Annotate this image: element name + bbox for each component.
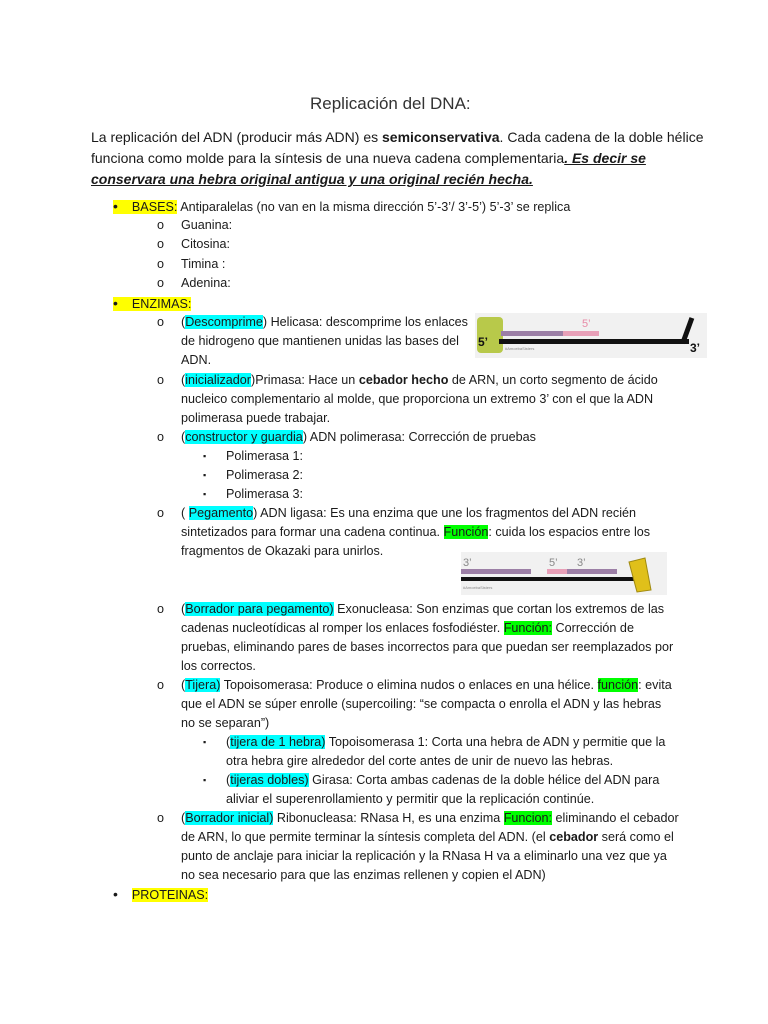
- polimerasa-sub: Polimerasa 1:: [226, 449, 303, 463]
- sub-marker: o: [157, 506, 165, 520]
- ligasa-line-3: fragmentos de Okazaki para unirlos.: [181, 544, 384, 558]
- ligasa-line-1: ( Pegamento) ADN ligasa: Es una enzima que une los fragmentos del ADN recién: [181, 506, 637, 520]
- diagram2-left3: 3’: [463, 557, 472, 569]
- ribo-line-3: punto de anclaje para iniciar la replicación y la RNasa H va a eliminarlo una vez que ya: [181, 849, 667, 863]
- topo1-line-2: otra hebra gire alrededor del corte antes de unir de nuevo las hebras.: [226, 754, 614, 768]
- primasa-line-3: polimerasa puede trabajar.: [181, 411, 331, 425]
- diagram1-left5: 5’: [478, 335, 489, 349]
- intro-line-3: conservara una hebra original antigua y una original recién hecha.: [91, 171, 533, 187]
- sub-marker: o: [157, 257, 165, 271]
- page-title: Replicación del DNA:: [310, 94, 471, 113]
- sub-marker: o: [157, 237, 165, 251]
- square-marker: ▪: [203, 737, 207, 747]
- diagram1-top5: 5’: [582, 318, 591, 330]
- topo-line-3: no se separan”): [181, 716, 270, 730]
- rna-strand: [563, 331, 599, 336]
- exonucleasa-line-1: (Borrador para pegamento) Exonucleasa: Son enzimas que cortan los extremos de las: [181, 602, 665, 616]
- base-item: Guanina:: [181, 218, 233, 232]
- polimerasa-line-1: (constructor y guardia) ADN polimerasa: Corrección de pruebas: [181, 430, 536, 444]
- diagram1-right3: 3’: [690, 341, 701, 355]
- ligasa-line-2: sintetizados para formar una cadena continua. Función: cuida los espacios entre los: [181, 525, 651, 539]
- topo-line-1: (Tijera) Topoisomerasa: Produce o elimina nudos o enlaces en una hélice. función: evita: [181, 678, 672, 692]
- bases-bullet: • BASES: Antiparalelas (no van en la misma dirección 5’-3’/ 3’-5’) 5’-3’ se replica: [113, 198, 571, 214]
- polimerasa-sub: Polimerasa 2:: [226, 468, 303, 482]
- exonucleasa-line-4: los correctos.: [181, 659, 256, 673]
- exonucleasa-line-3: pruebas, eliminando pares de bases incorrectos para que puedan ser reemplazados por: [181, 640, 674, 654]
- sub-marker: o: [157, 315, 165, 329]
- ribo-line-2: de ARN, lo que permite terminar la síntesis completa del ADN. (el cebador será como el: [181, 830, 674, 844]
- rna-primer: [547, 569, 567, 574]
- square-marker: ▪: [203, 775, 207, 785]
- square-marker: ▪: [203, 451, 207, 461]
- sub-marker: o: [157, 678, 165, 692]
- diagram2-mid5: 5’: [549, 557, 558, 569]
- sub-marker: o: [157, 218, 165, 232]
- semiconservativa-term: semiconservativa: [382, 129, 500, 145]
- base-item: Timina :: [181, 257, 226, 271]
- helicasa-line-2: de hidrogeno que mantienen unidas las bases del: [181, 334, 459, 348]
- ribo-line-1: (Borrador inicial) Ribonucleasa: RNasa H, es una enzima Funcion: eliminando el cebador: [181, 811, 679, 825]
- girasa-line-1: (tijeras dobles) Girasa: Corta ambas cadenas de la doble hélice del ADN para: [226, 773, 660, 787]
- sub-marker: o: [157, 373, 165, 387]
- square-marker: ▪: [203, 470, 207, 480]
- template-strand: [461, 577, 647, 581]
- topo1-line-1: (tijera de 1 hebra) Topoisomerasa 1: Corta una hebra de ADN y permitie que la: [226, 735, 666, 749]
- dna-strand-diagram-1: [475, 313, 707, 358]
- topo-line-2: que el ADN se súper enrolle (supercoiling: “se compacta o enrolla el ADN y las hebras: [181, 697, 662, 711]
- template-strand: [499, 339, 689, 344]
- diagram2-mid3: 3’: [577, 557, 586, 569]
- ribo-line-4: no sea necesario para que las enzimas rellenen y copien el ADN): [181, 868, 546, 882]
- sub-marker: o: [157, 430, 165, 444]
- helicasa-line-3: ADN.: [181, 353, 212, 367]
- intro-line-1: La replicación del ADN (producir más ADN) es semiconservativa. Cada cadena de la doble hélice: [91, 129, 704, 145]
- intro-line-2: funciona como molde para la síntesis de una nueva cadena complementaria. Es decir se: [91, 150, 646, 166]
- primasa-line-2: nucleico complementario al molde, que proporciona un extremo 3’ con el que la ADN: [181, 392, 654, 406]
- okazaki-fragment-1: [461, 569, 531, 574]
- polimerasa-sub: Polimerasa 3:: [226, 487, 303, 501]
- square-marker: ▪: [203, 489, 207, 499]
- sub-marker: o: [157, 276, 165, 290]
- base-item: Adenina:: [181, 276, 231, 290]
- okazaki-fragment-2: [567, 569, 617, 574]
- dna-strand-diagram-2: [461, 552, 667, 595]
- enzimas-bullet: • ENZIMAS:: [113, 295, 192, 311]
- sub-marker: o: [157, 602, 165, 616]
- sub-marker: o: [157, 811, 165, 825]
- helicasa-line-1: (Descomprime) Helicasa: descomprime los enlaces: [181, 315, 468, 329]
- base-item: Citosina:: [181, 237, 230, 251]
- primasa-line-1: (inicializador)Primasa: Hace un cebador hecho de ARN, un corto segmento de ácido: [181, 373, 658, 387]
- exonucleasa-line-2: cadenas nucleotídicas al romper los enlaces fosfodiéster. Función: Corrección de: [181, 621, 634, 635]
- diagram2-watermark: #AmoebaSisters: [463, 585, 493, 590]
- diagram1-watermark: #AmoebaSisters: [505, 346, 535, 351]
- proteinas-bullet: • PROTEINAS:: [113, 886, 209, 902]
- girasa-line-2: aliviar el superenrollamiento y permitir que la replicación continúe.: [226, 792, 595, 806]
